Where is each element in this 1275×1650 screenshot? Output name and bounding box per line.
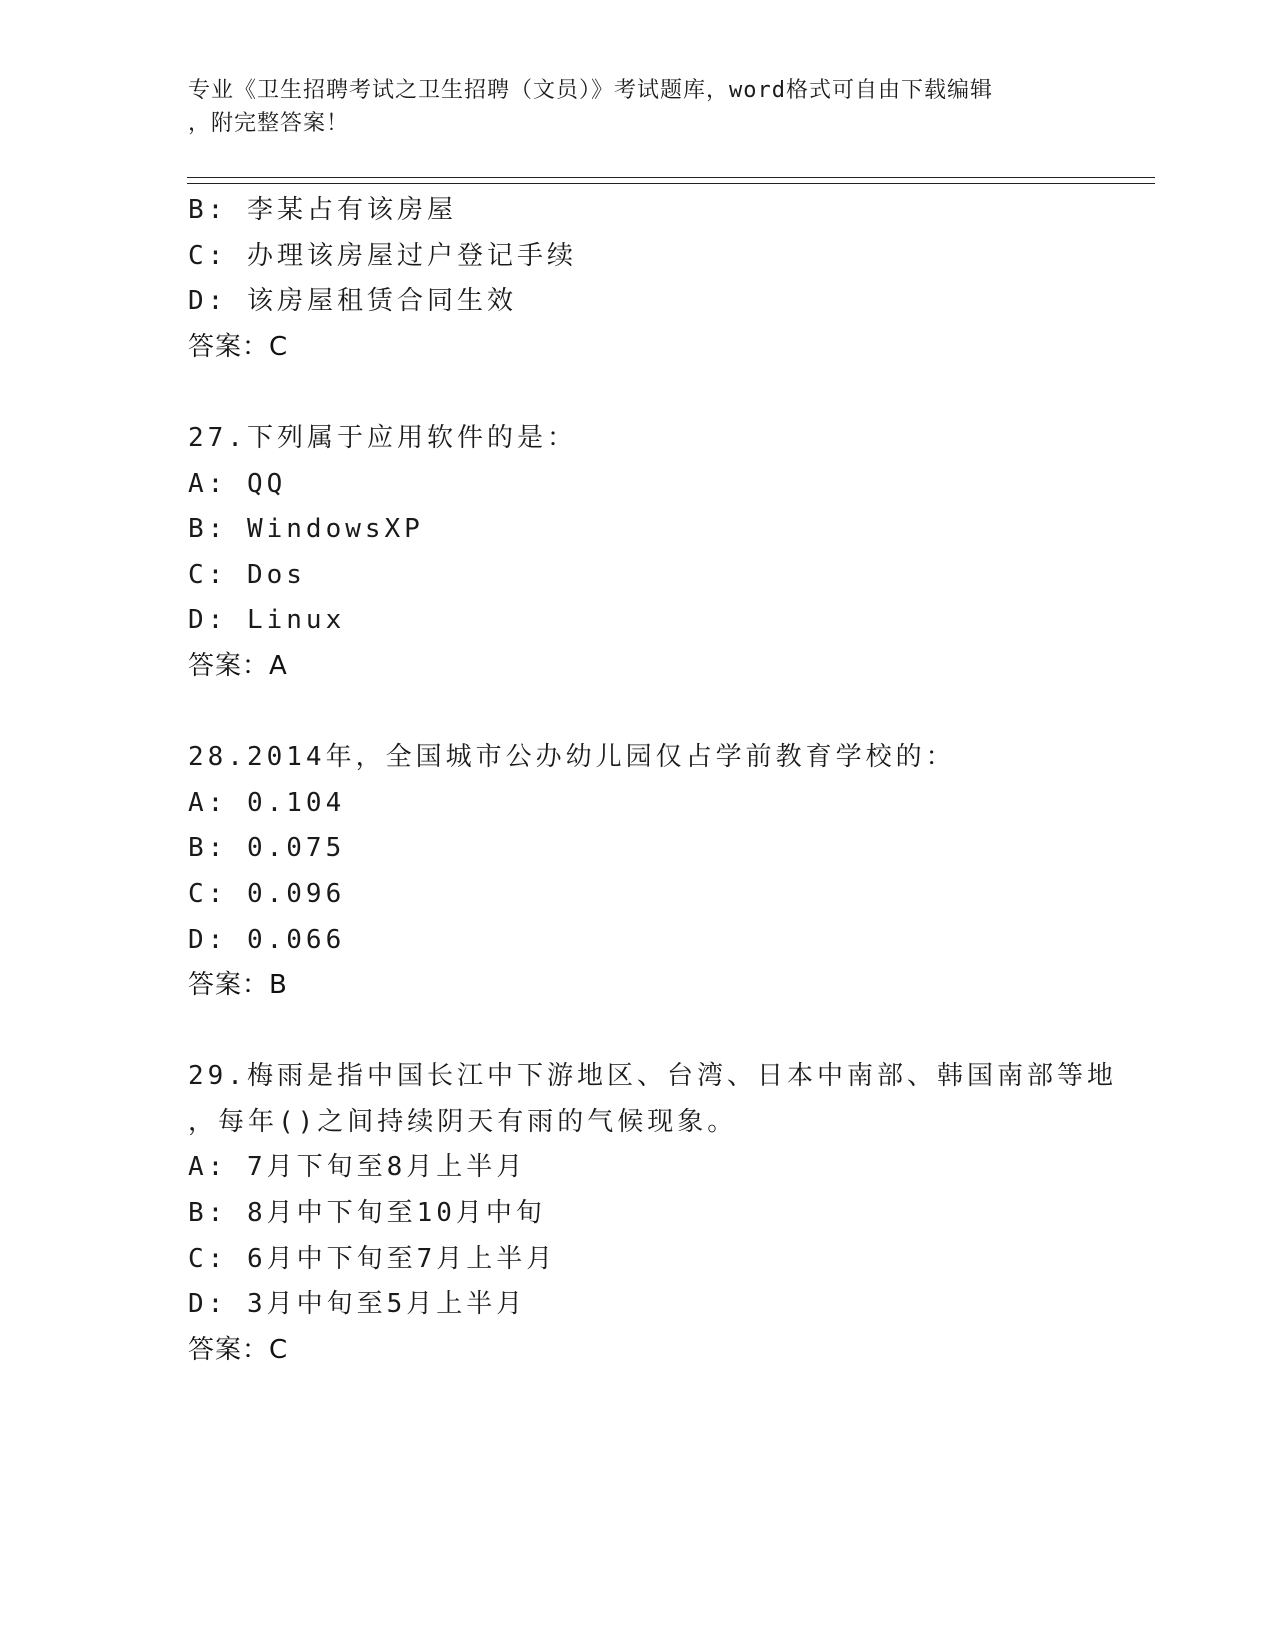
- answer-line: 答案：B: [188, 970, 288, 1001]
- option-b: B: 0.075: [188, 833, 346, 864]
- spacer: [188, 690, 1128, 736]
- option-d: D: 该房屋租赁合同生效: [188, 286, 517, 317]
- answer-line: 答案：A: [188, 650, 288, 681]
- document-header: [188, 74, 1088, 140]
- option-b: B: WindowsXP: [188, 514, 424, 545]
- option-a: A: 0.104: [188, 787, 346, 818]
- option-c: C: 0.096: [188, 878, 346, 909]
- spacer: [188, 370, 1128, 416]
- answer-line: 答案：C: [188, 331, 289, 362]
- option-a: A: QQ: [188, 468, 287, 499]
- option-d: D: 3月中旬至5月上半月: [188, 1289, 527, 1320]
- question-list: [188, 188, 1128, 1373]
- header-subtitle-line: ，附完整答案！: [188, 111, 350, 136]
- option-b: B: 8月中下旬至10月中旬: [188, 1198, 546, 1229]
- question-stem: 28.2014年，全国城市公办幼儿园仅占学前教育学校的：: [188, 742, 956, 773]
- header-divider-bottom: [187, 183, 1155, 184]
- option-c: C: 办理该房屋过户登记手续: [188, 240, 577, 271]
- answer-line: 答案：C: [188, 1334, 289, 1365]
- question-block-prev: [188, 188, 1128, 370]
- question-stem-continuation: ，每年()之间持续阴天有雨的气候现象。: [188, 1106, 738, 1137]
- question-block-27: [188, 416, 1128, 690]
- option-a: A: 7月下旬至8月上半月: [188, 1152, 527, 1183]
- question-block-28: [188, 735, 1128, 1009]
- header-divider-top: [187, 177, 1155, 178]
- question-block-29: [188, 1054, 1128, 1373]
- option-c: C: Dos: [188, 559, 306, 590]
- option-c: C: 6月中下旬至7月上半月: [188, 1243, 557, 1274]
- spacer: [188, 1009, 1128, 1055]
- question-stem: 27.下列属于应用软件的是：: [188, 422, 577, 453]
- option-d: D: Linux: [188, 605, 346, 636]
- header-title-line: 专业《卫生招聘考试之卫生招聘（文员）》考试题库，word格式可自由下载编辑: [188, 78, 993, 103]
- option-b: B: 李某占有该房屋: [188, 195, 457, 225]
- option-d: D: 0.066: [188, 924, 346, 955]
- question-stem: 29.梅雨是指中国长江中下游地区、台湾、日本中南部、韩国南部等地: [188, 1061, 1117, 1092]
